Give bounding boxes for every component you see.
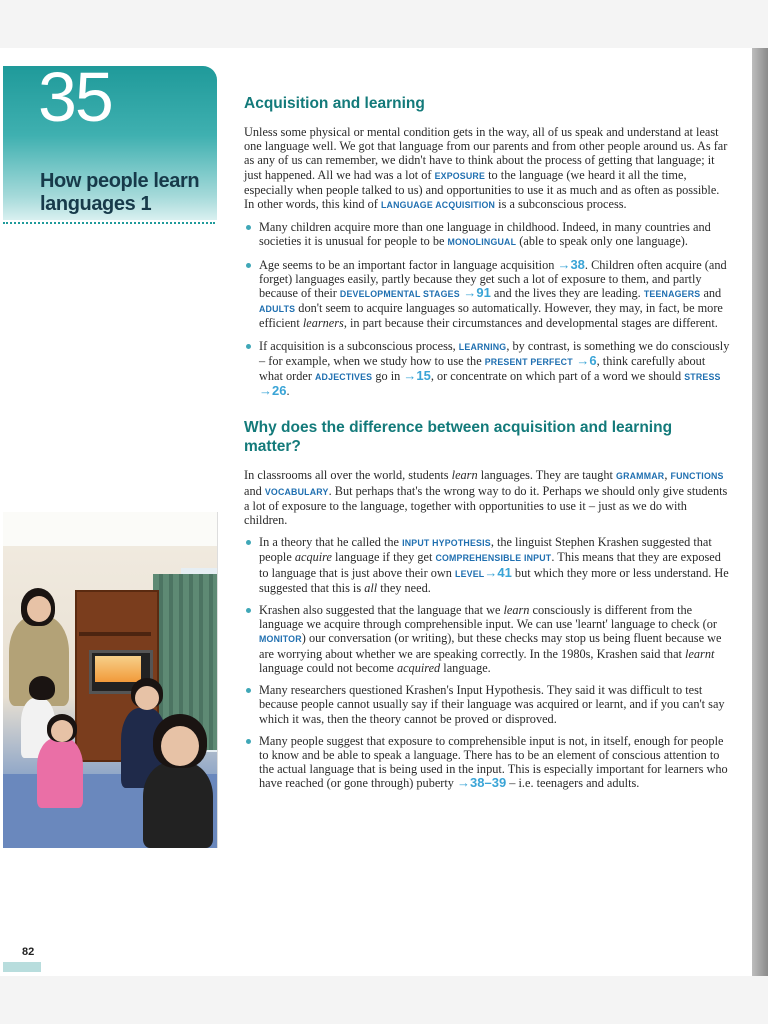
key-term: ADJECTIVES	[315, 372, 373, 383]
text-run: is a subconscious process.	[495, 197, 627, 212]
key-term: LEVEL	[455, 568, 485, 579]
chapter-number: 35	[38, 58, 112, 136]
key-term: FUNCTIONS	[670, 471, 724, 482]
text-run: languages. They are taught	[477, 468, 617, 483]
text-run: , the linguist Stephen Krashen suggested that people	[259, 535, 712, 565]
text-run: – i.e. teenagers and adults.	[506, 776, 640, 791]
children-photo	[3, 512, 218, 848]
page-number-tab	[3, 962, 41, 972]
bullet-list	[244, 535, 730, 790]
text-run: Many researchers questioned Krashen's Input Hypothesis. They said it was difficult to test because people cannot usually say if their language was acquired or learnt, and if you can't say which it was, then the theory cannot be proved or disproved.	[259, 683, 725, 726]
section-acquisition	[244, 94, 730, 398]
emphasis: learnt	[685, 646, 715, 661]
key-term: LEARNING	[458, 341, 507, 352]
dotted-divider	[3, 222, 215, 224]
key-term: STRESS	[684, 372, 721, 383]
photo-child-face	[135, 686, 159, 710]
text-run: , in part because their circumstances and developmental stages are different.	[343, 316, 718, 331]
text-run: but which they more or less understand. He suggested that this is	[259, 565, 729, 595]
text-run: , think carefully about what order	[259, 353, 706, 384]
section-heading: Why does the difference between acquisition and learning matter?	[244, 419, 673, 456]
text-run: . But perhaps that's the wrong way to do it. Perhaps we should only give students a lot of exposure to the language, together with opportunities to use it – just as we do with children.	[244, 483, 728, 528]
text-run: language if they get	[331, 550, 436, 565]
photo-shelf	[79, 632, 151, 636]
cross-reference: →6	[572, 352, 597, 368]
page-background-top	[0, 0, 768, 48]
chapter-title: How people learn languages 1	[40, 170, 200, 215]
bullet-item	[244, 603, 730, 675]
text-run: they need.	[377, 580, 431, 595]
text-run: Krashen also suggested that the language that we	[259, 603, 504, 618]
key-term: TEENAGERS	[643, 289, 701, 300]
photo-child-front	[143, 762, 213, 848]
cross-reference: →38	[557, 256, 585, 272]
key-term: GRAMMAR	[616, 471, 665, 482]
photo-child-hair	[29, 676, 55, 700]
text-run: . Children often acquire (and forget) languages easily, partly because they get such a lot of exposure to them, and partly because of their	[259, 257, 727, 301]
text-run: Many children acquire more than one language in childhood. Indeed, in many countries and societies it is unusual for people to be	[259, 220, 711, 249]
text-run: and	[700, 286, 722, 301]
text-run: go in	[372, 369, 404, 384]
bullet-item	[244, 535, 730, 595]
emphasis: learners	[302, 316, 344, 331]
text-run: . This means that they are exposed to language that is just above their own	[259, 550, 721, 580]
cross-reference: →26	[259, 383, 287, 399]
photo-child-pink	[37, 738, 83, 808]
text-run: to the language (we heard it all the time, especially when people talked to us) and opportunities to use it as much and as often as possible. In other words, this kind of	[244, 167, 720, 212]
photo-adult-face	[27, 596, 51, 622]
page-number: 82	[22, 946, 35, 958]
text-run: don't seem to acquire languages so automatically. However, they may, in fact, be more efficient	[259, 301, 723, 331]
emphasis: acquire	[294, 550, 332, 565]
photo-ceiling	[3, 512, 217, 546]
key-term: VOCABULARY	[264, 486, 329, 497]
text-run: language.	[440, 660, 491, 675]
bullet-item	[244, 734, 730, 791]
text-run: In a theory that he called the	[259, 535, 403, 550]
bullet-item	[244, 339, 730, 399]
text-run: In classrooms all over the world, students	[244, 468, 452, 483]
bullet-item	[244, 220, 730, 249]
emphasis: learn	[451, 468, 478, 483]
key-term: MONOLINGUAL	[447, 237, 517, 248]
key-term: COMPREHENSIBLE INPUT	[435, 553, 552, 564]
cross-reference: →41	[484, 564, 512, 580]
photo-tv-screen	[95, 656, 141, 682]
bullet-item	[244, 258, 730, 331]
emphasis: learn	[503, 603, 530, 618]
cross-reference: →15	[403, 368, 431, 384]
key-term: ADULTS	[259, 304, 296, 315]
emphasis: all	[364, 580, 378, 595]
photo-child-face	[51, 720, 73, 742]
cross-reference: →38–39	[457, 775, 507, 791]
text-run: Many people suggest that exposure to comprehensible input is not, in itself, enough for people to know and be able to speak a language. There has to be an element of conscious attention to the actual language that is being used in the input. This is especially important for learners who have reached (or gone through) puberty	[259, 733, 728, 791]
key-term: EXPOSURE	[434, 170, 486, 181]
bullet-list	[244, 220, 730, 398]
text-run: If acquisition is a subconscious process,	[259, 338, 459, 353]
key-term: LANGUAGE ACQUISITION	[380, 200, 496, 211]
photo-child-face	[161, 726, 199, 766]
key-term: MONITOR	[259, 634, 302, 645]
text-run: and the lives they are leading.	[490, 286, 644, 301]
main-content	[244, 94, 730, 799]
text-run: Unless some physical or mental condition gets in the way, all of us speak and understand at least one language well. We got that language from our parents and from other people around us. As far as any of us can remember, we didn't have to think about the process of getting that language; it just happened. All we had was a lot of	[244, 125, 728, 182]
section-intro	[244, 468, 730, 527]
text-run: ) our conversation (or writing), but these checks may stop us being fluent because we are worrying about whether we are speaking correctly. In the 1980s, Krashen said that	[259, 631, 722, 661]
page-background-bottom	[0, 976, 768, 1024]
key-term: PRESENT PERFECT	[484, 356, 573, 367]
text-run: .	[286, 384, 290, 399]
text-run: Age seems to be an important factor in language acquisition	[259, 257, 558, 272]
section-intro	[244, 125, 730, 212]
cross-reference: →91	[459, 285, 491, 301]
section-heading: Acquisition and learning	[244, 95, 425, 112]
text-run: consciously is different from the language we acquire through comprehensible input. We can use 'learnt' language to check (or	[259, 603, 718, 632]
text-run: , or concentrate on which part of a word we should	[430, 369, 685, 384]
text-run: (able to speak only one language).	[516, 234, 688, 249]
text-run: ,	[664, 468, 671, 483]
bullet-item	[244, 683, 730, 726]
book-spine-shadow	[752, 48, 768, 976]
text-run: , by contrast, is something we do consciously – for example, when we study how to use the	[259, 338, 730, 368]
text-run: language could not become	[259, 660, 397, 675]
text-run: and	[244, 483, 265, 498]
key-term: INPUT HYPOTHESIS	[402, 538, 491, 549]
section-why-matter	[244, 418, 730, 790]
key-term: DEVELOPMENTAL STAGES	[339, 289, 460, 300]
emphasis: acquired	[396, 660, 441, 675]
